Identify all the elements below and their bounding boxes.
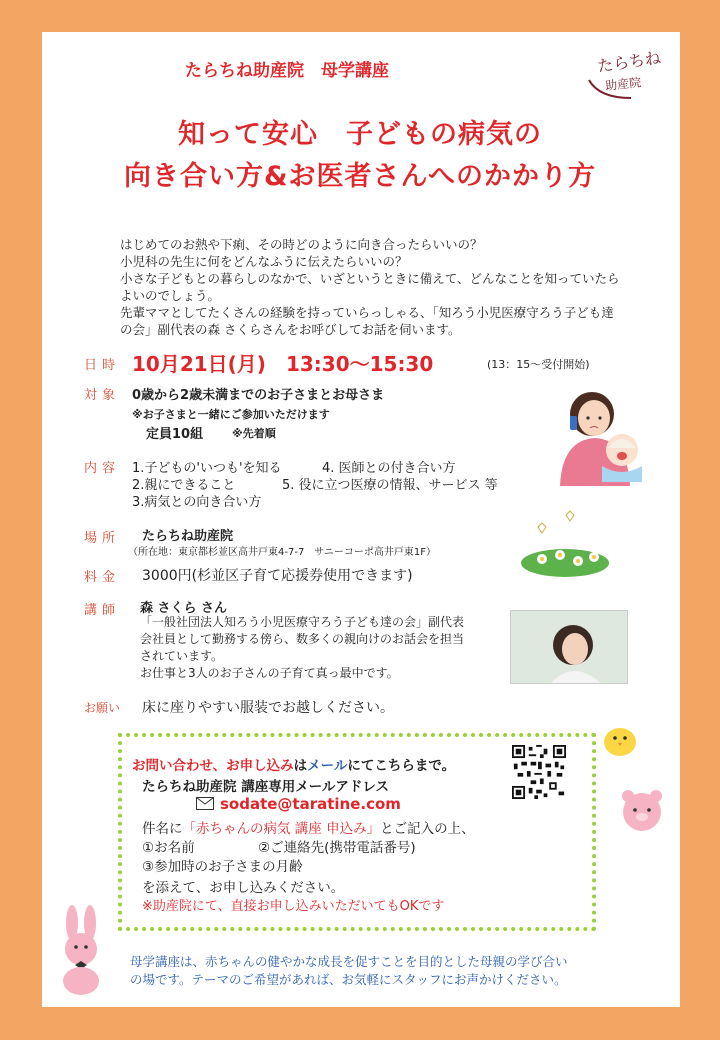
footer-line: 母学講座は、赤ちゃんの健やかな成長を促すことを目的とした母親の学び合い [130, 954, 568, 969]
bio-line: お仕事と3人のお子さんの子育て真っ最中です。 [140, 666, 399, 680]
bio-line: 「一般社団法人知ろう小児医療守ろう子ども達の会」副代表 [140, 615, 465, 629]
content-item: 5. 役に立つ医療の情報、サービス 等 [282, 478, 498, 493]
apply-item: ①お名前 [142, 840, 195, 856]
intro-line: の会」副代表の森 さくらさんをお呼びしてお話を伺います。 [120, 322, 461, 337]
svg-text:助産院: 助産院 [604, 75, 642, 94]
fee-value: 3000円(杉並区子育て応援券使用できます) [142, 568, 413, 584]
intro-line: 先輩ママとしてたくさんの経験を持っていらっしゃる、「知ろう小児医療守ろう子ども達 [120, 305, 614, 320]
lecturer-label: 講師 [84, 603, 121, 618]
capacity: 定員10組 [146, 427, 204, 442]
place-label: 場所 [84, 531, 121, 546]
first-come-note: ※先着順 [232, 427, 276, 440]
taratine-logo [585, 42, 669, 106]
chick-illustration [600, 718, 640, 758]
flowers-butterflies-illustration [520, 505, 610, 577]
contact-mail-word: メール [307, 758, 348, 774]
target-value: 0歳から2歳未満までのお子さまとお母さま [132, 388, 385, 403]
header-text: たらちね助産院 母学講座 [185, 61, 389, 81]
lecturer-bio [140, 614, 510, 682]
title-line-2: 向き合い方&お医者さんへのかかり方 [123, 161, 596, 192]
email-caption: たらちね助産院 講座専用メールアドレス [142, 779, 390, 795]
lecturer-name: 森 さくら さん [140, 601, 228, 616]
content-item: 1.子どもの'いつも'を知る [132, 461, 282, 476]
mail-icon [196, 796, 214, 814]
intro-line: はじめてのお熱や下痢、その時どのように向き合ったらいいの？ [120, 237, 483, 252]
subject-text: 「赤ちゃんの病気 講座 申込み」 [182, 821, 381, 837]
fee-label: 料金 [84, 570, 121, 585]
place-address: （所在地：東京都杉並区高井戸東4-7-7 サニーコーポ高井戸東1F） [128, 547, 437, 558]
subject-prefix: 件名に [142, 821, 183, 837]
bio-line: 会社員として勤務する傍ら、数多くの親向けのお話会を担当 [140, 632, 465, 646]
email-row [196, 795, 401, 814]
contact-highlight: お問い合わせ、お申し込み [132, 758, 294, 774]
pink-bear-illustration [618, 788, 666, 834]
intro-paragraph [120, 236, 630, 338]
request-label: お願い [84, 701, 121, 715]
contact-intro [132, 754, 455, 774]
date-value: 10月21日(月) 13:30〜15:30 [132, 352, 434, 376]
apply-send: を添えて、お申し込みください。 [142, 880, 345, 896]
request-value: 床に座りやすい服装でお越しください。 [142, 700, 394, 716]
date-note: (13：15〜受付開始) [487, 358, 590, 371]
contact-text: は [293, 758, 308, 774]
bio-line: されています。 [140, 649, 224, 663]
footer-line: の場です。テーマのご希望があれば、お気軽にスタッフにお声かけください。 [130, 972, 567, 987]
date-label: 日時 [84, 358, 121, 373]
svg-text:たらちね: たらちね [596, 48, 663, 76]
mother-baby-illustration [550, 378, 650, 486]
lecturer-photo [510, 610, 628, 684]
footer-note [130, 953, 620, 989]
content-item: 2.親にできること [132, 478, 236, 493]
apply-item: ②ご連絡先(携帯電話番号) [258, 840, 416, 856]
place-name: たらちね助産院 [142, 529, 234, 544]
intro-line: 小さな子どもとの暮らしのなかで、いざというときに備えて、どんなことを知っていたら [120, 271, 620, 286]
subject-line [142, 817, 475, 837]
title-line-1: 知って安心 子どもの病気の [178, 119, 542, 150]
qr-code[interactable] [512, 745, 566, 799]
target-label: 対象 [84, 388, 121, 403]
rabbit-illustration [50, 905, 114, 997]
intro-line: 小児科の先生に何をどんなふうに伝えたらいいの？ [120, 254, 408, 269]
email-address[interactable]: sodate@taratine.com [220, 795, 401, 813]
direct-apply-note: ※助産院にて、直接お申し込みいただいてもOKです [142, 899, 445, 914]
content-item: 4. 医師との付き合い方 [322, 461, 456, 476]
contact-text: にてこちらまで。 [347, 758, 456, 774]
target-note: ※お子さまと一緒にご参加いただけます [132, 408, 330, 421]
apply-item: ③参加時のお子さまの月齢 [142, 859, 303, 875]
subject-suffix: とご記入の上、 [380, 821, 475, 837]
content-item: 3.病気との向き合い方 [132, 495, 262, 510]
content-label: 内容 [84, 461, 121, 476]
intro-line: よいのでしょう。 [120, 288, 221, 303]
